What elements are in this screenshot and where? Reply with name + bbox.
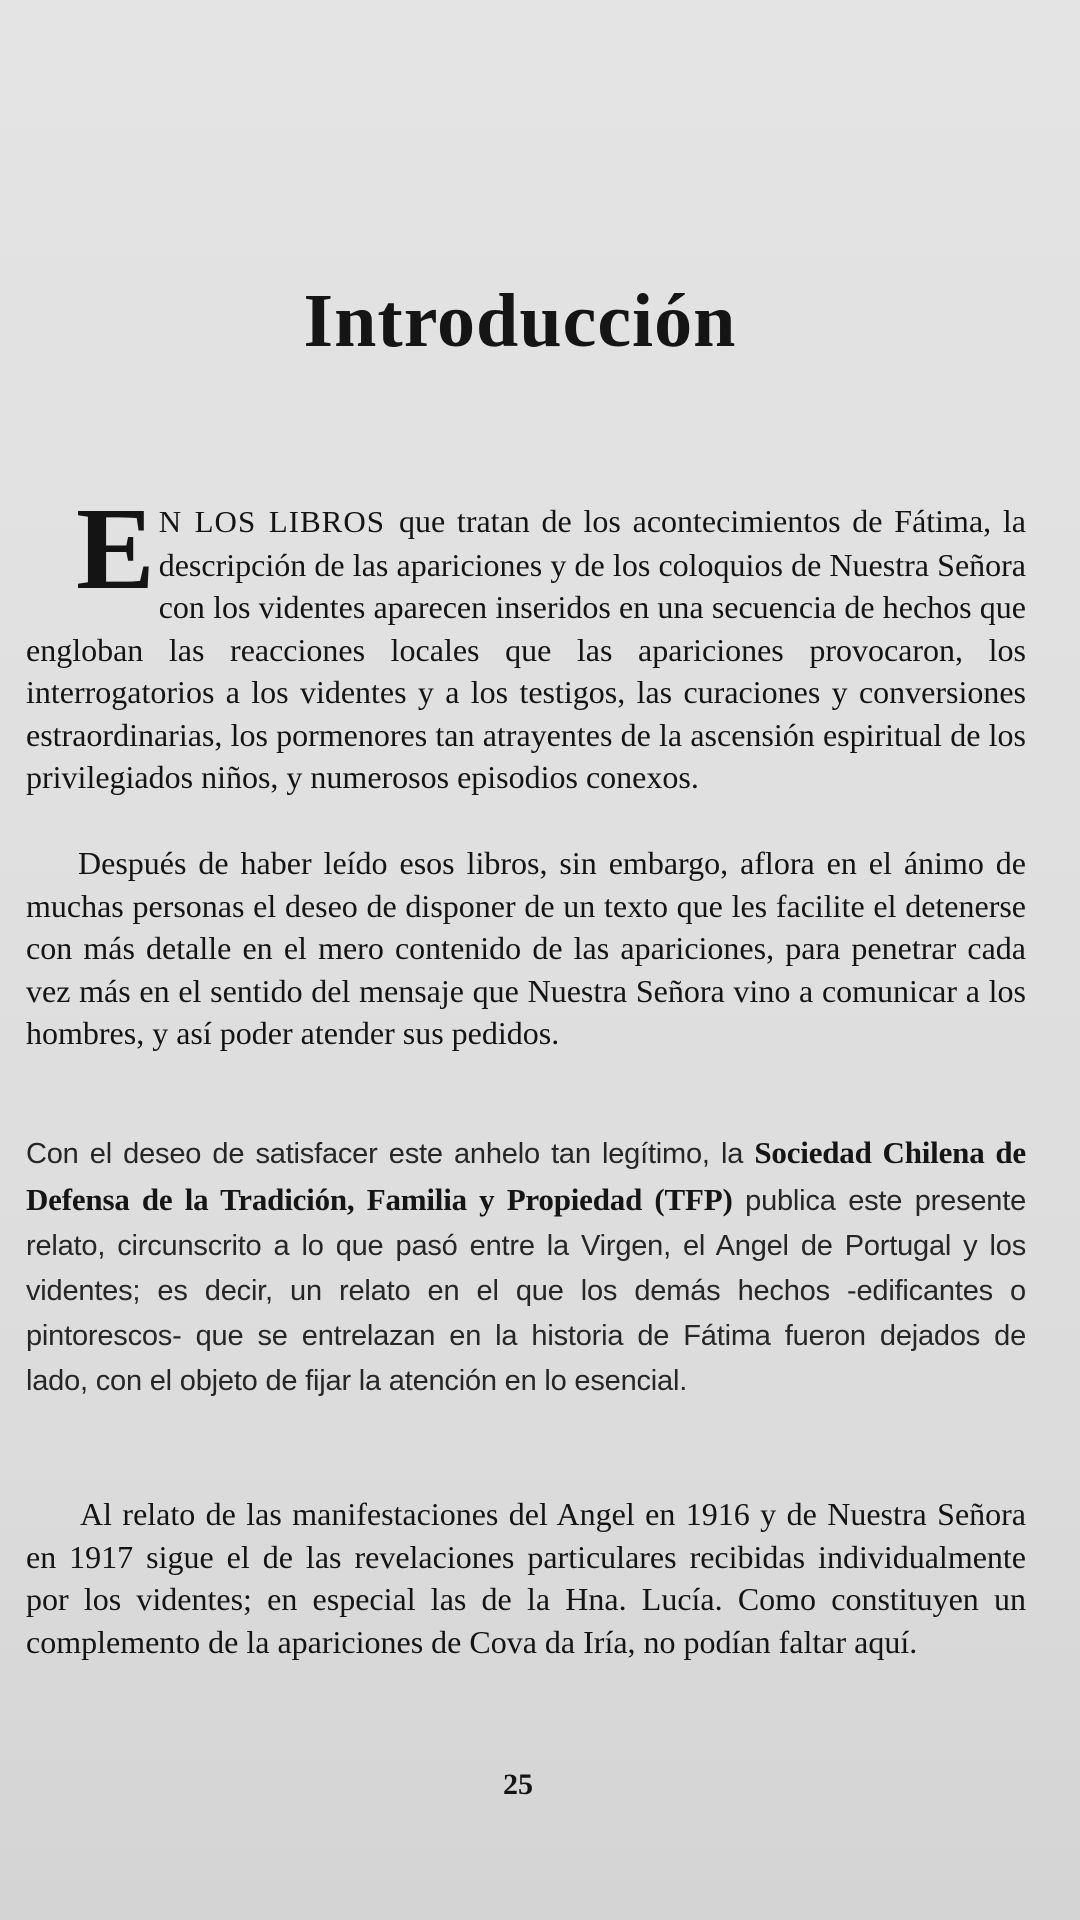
paragraph-2: Después de haber leído esos libros, sin embargo, aflora en el ánimo de muchas personas el deseo de disponer de un texto que les facilite el detenerse con más detalle en el mero contenido de las apariciones, para penetrar cada vez más en el sentido del mensaje que Nuestra Señora vino a comunicar a los hombres, y así poder atender sus pedidos. bbox=[26, 845, 1026, 1051]
paragraph-1-text: que tratan de los acontecimientos de Fátima, la descripción de las apariciones y de los coloquios de Nuestra Señora con los videntes aparecen inseridos en una secuencia de hechos que engloban las reacciones locales que las apariciones provocaron, los interrogatorios a los videntes y a los testigos, las curaciones y conversiones estraordinarias, los pormenores tan atrayentes de la ascensión espiritual de los privilegiados niños, y numerosos episodios conexos. bbox=[26, 503, 1026, 795]
paragraph-1-lead: N LOS LIBROS bbox=[158, 504, 385, 539]
paragraph-3-before: Con el deseo de satisfacer este anhelo tan legítimo, la bbox=[26, 1138, 744, 1170]
organization-name: Sociedad Chilena de Defensa de la Tradición, Familia y Propiedad (TFP) bbox=[26, 1135, 1026, 1217]
paragraph-3-after: publica este presente relato, circunscrito a lo que pasó entre la Virgen, el Angel de Portugal y los videntes; es decir, un relato en el que los demás hechos -edificantes o pintorescos- que se entrelazan en la historia de Fátima fueron dejados de lado, con el objeto de fijar la atención en lo esencial. bbox=[26, 1185, 1027, 1397]
paragraph-3 bbox=[26, 1130, 1026, 1404]
paragraph-1 bbox=[26, 483, 1026, 799]
paragraph-4: Al relato de las manifestaciones del Angel en 1916 y de Nuestra Señora en 1917 sigue el de las revelaciones particulares recibidas individualmente por los videntes; en especial las de la Hna. Lucía. Como constituyen un complemento de la apariciones de Cova da Iría, no podían faltar aquí. bbox=[26, 1496, 1026, 1660]
drop-cap: E bbox=[76, 483, 155, 614]
page-number: 25 bbox=[503, 1768, 533, 1801]
page-title: Introducción bbox=[303, 279, 737, 363]
